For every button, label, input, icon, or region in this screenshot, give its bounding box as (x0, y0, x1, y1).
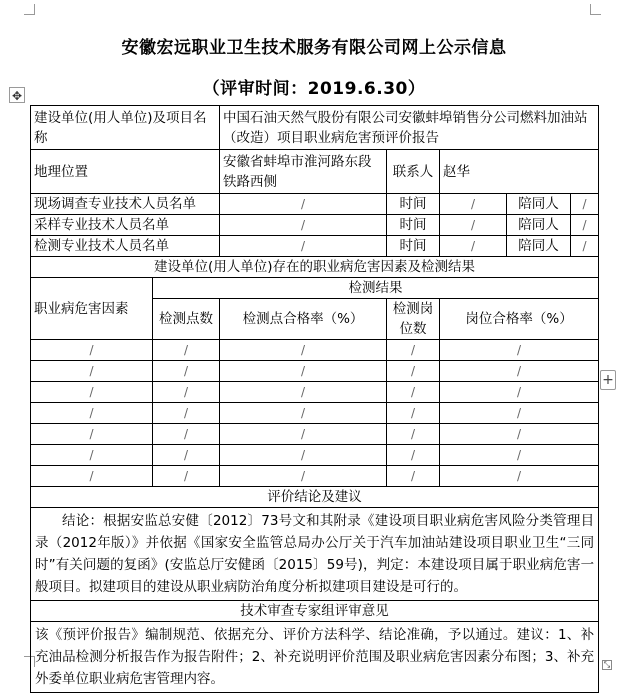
location-value: 安徽省蚌埠市淮河路东段铁路西侧 (220, 150, 387, 194)
time-value: / (440, 194, 507, 215)
time-value: / (440, 236, 507, 257)
detection-cell: / (220, 424, 387, 445)
detection-row (31, 424, 599, 445)
detection-cell: / (31, 340, 153, 361)
staff-label: 现场调查专业技术人员名单 (31, 194, 220, 215)
conclusion-row (31, 508, 599, 601)
detection-cell: / (220, 340, 387, 361)
detection-cell: / (153, 424, 220, 445)
staff-value: / (220, 236, 387, 257)
detection-posts-header: 检测岗位数 (387, 299, 440, 340)
insert-row-button[interactable]: + (600, 370, 616, 390)
detection-cell: / (220, 466, 387, 487)
detection-cell: / (31, 382, 153, 403)
table-move-handle-icon[interactable]: ✥ (9, 87, 25, 103)
staff-row (31, 215, 599, 236)
hazard-factor-header: 职业病危害因素 (31, 278, 153, 340)
detection-cell: / (220, 361, 387, 382)
table-resize-handle-icon[interactable]: ⤡ (603, 660, 611, 669)
time-label: 时间 (387, 194, 440, 215)
detection-cell: / (31, 445, 153, 466)
location-row (31, 150, 599, 194)
hazard-section-row (31, 257, 599, 278)
detection-cell: / (220, 403, 387, 424)
crop-mark-top-right (590, 4, 601, 15)
staff-value: / (220, 194, 387, 215)
info-table (30, 105, 599, 693)
staff-label: 采样专业技术人员名单 (31, 215, 220, 236)
detection-cell: / (387, 445, 440, 466)
detection-results-header: 检测结果 (153, 278, 599, 299)
detection-points-header: 检测点数 (153, 299, 220, 340)
detection-cell: / (387, 340, 440, 361)
expert-row (31, 622, 599, 693)
detection-cell: / (387, 424, 440, 445)
expert-opinion-title: 技术审查专家组评审意见 (31, 601, 599, 622)
detection-cell: / (31, 424, 153, 445)
detection-cell: / (440, 340, 599, 361)
companion-label: 陪同人 (507, 194, 571, 215)
detection-cell: / (153, 466, 220, 487)
review-date: （评审时间：2019.6.30） (202, 79, 426, 99)
companion-value: / (571, 236, 599, 257)
page-title: 安徽宏远职业卫生技术服务有限公司网上公示信息 (121, 38, 507, 58)
staff-label: 检测专业技术人员名单 (31, 236, 220, 257)
detection-cell: / (153, 382, 220, 403)
detection-cell: / (440, 403, 599, 424)
unit-value: 中国石油天然气股份有限公司安徽蚌埠销售分公司燃料加油站（改造）项目职业病危害预评价报告 (220, 106, 599, 150)
expert-title-row (31, 601, 599, 622)
contact-label: 联系人 (387, 150, 440, 194)
time-value: / (440, 215, 507, 236)
detection-cell: / (387, 382, 440, 403)
companion-value: / (571, 194, 599, 215)
companion-value: / (571, 215, 599, 236)
detection-cell: / (387, 361, 440, 382)
contact-value: 赵华 (440, 150, 599, 194)
detection-cell: / (387, 466, 440, 487)
detection-cell: / (387, 403, 440, 424)
companion-label: 陪同人 (507, 215, 571, 236)
detection-row (31, 403, 599, 424)
expert-opinion-text: 该《预评价报告》编制规范、依据充分、评价方法科学、结论准确，予以通过。建议：1、补充油品检测分析报告作为报告附件；2、补充说明评价范围及职业病危害因素分布图；3、补充外委单位职业病危害管理内容。 (31, 622, 599, 693)
detection-header-row (31, 278, 599, 299)
post-pass-rate-header: 岗位合格率（%） (440, 299, 599, 340)
detection-cell: / (31, 403, 153, 424)
detection-cell: / (153, 340, 220, 361)
staff-row (31, 236, 599, 257)
detection-row (31, 382, 599, 403)
hazard-section-title: 建设单位(用人单位)存在的职业病危害因素及检测结果 (31, 257, 599, 278)
detection-cell: / (31, 466, 153, 487)
detection-cell: / (220, 382, 387, 403)
detection-cell: / (440, 424, 599, 445)
detection-row (31, 466, 599, 487)
detection-cell: / (153, 361, 220, 382)
conclusion-title: 评价结论及建议 (31, 487, 599, 508)
crop-mark-top-left (24, 4, 35, 15)
location-label: 地理位置 (31, 150, 220, 194)
detection-cell: / (153, 403, 220, 424)
point-pass-rate-header: 检测点合格率（%） (220, 299, 387, 340)
conclusion-text: 结论：根据安监总安健〔2012〕73号文和其附录《建设项目职业病危害风险分类管理目录（2012年版）》并依据《国家安全监管总局办公厅关于汽车加油站建设项目职业卫生“三同时”有关问题的复函》(安监总厅安健函〔2015〕59号)，判定：本建设项目属于职业病危害一般项目。拟建项目的建设从职业病防治角度分析拟建项目建设是可行的。 (31, 508, 599, 601)
time-label: 时间 (387, 215, 440, 236)
detection-cell: / (440, 361, 599, 382)
unit-row (31, 106, 599, 150)
time-label: 时间 (387, 236, 440, 257)
conclusion-title-row (31, 487, 599, 508)
detection-row (31, 361, 599, 382)
staff-value: / (220, 215, 387, 236)
detection-row (31, 340, 599, 361)
detection-cell: / (440, 382, 599, 403)
unit-label: 建设单位(用人单位)及项目名称 (31, 106, 220, 150)
detection-cell: / (440, 445, 599, 466)
detection-row (31, 445, 599, 466)
staff-row (31, 194, 599, 215)
detection-cell: / (31, 361, 153, 382)
detection-cell: / (440, 466, 599, 487)
detection-cell: / (220, 445, 387, 466)
companion-label: 陪同人 (507, 236, 571, 257)
detection-cell: / (153, 445, 220, 466)
